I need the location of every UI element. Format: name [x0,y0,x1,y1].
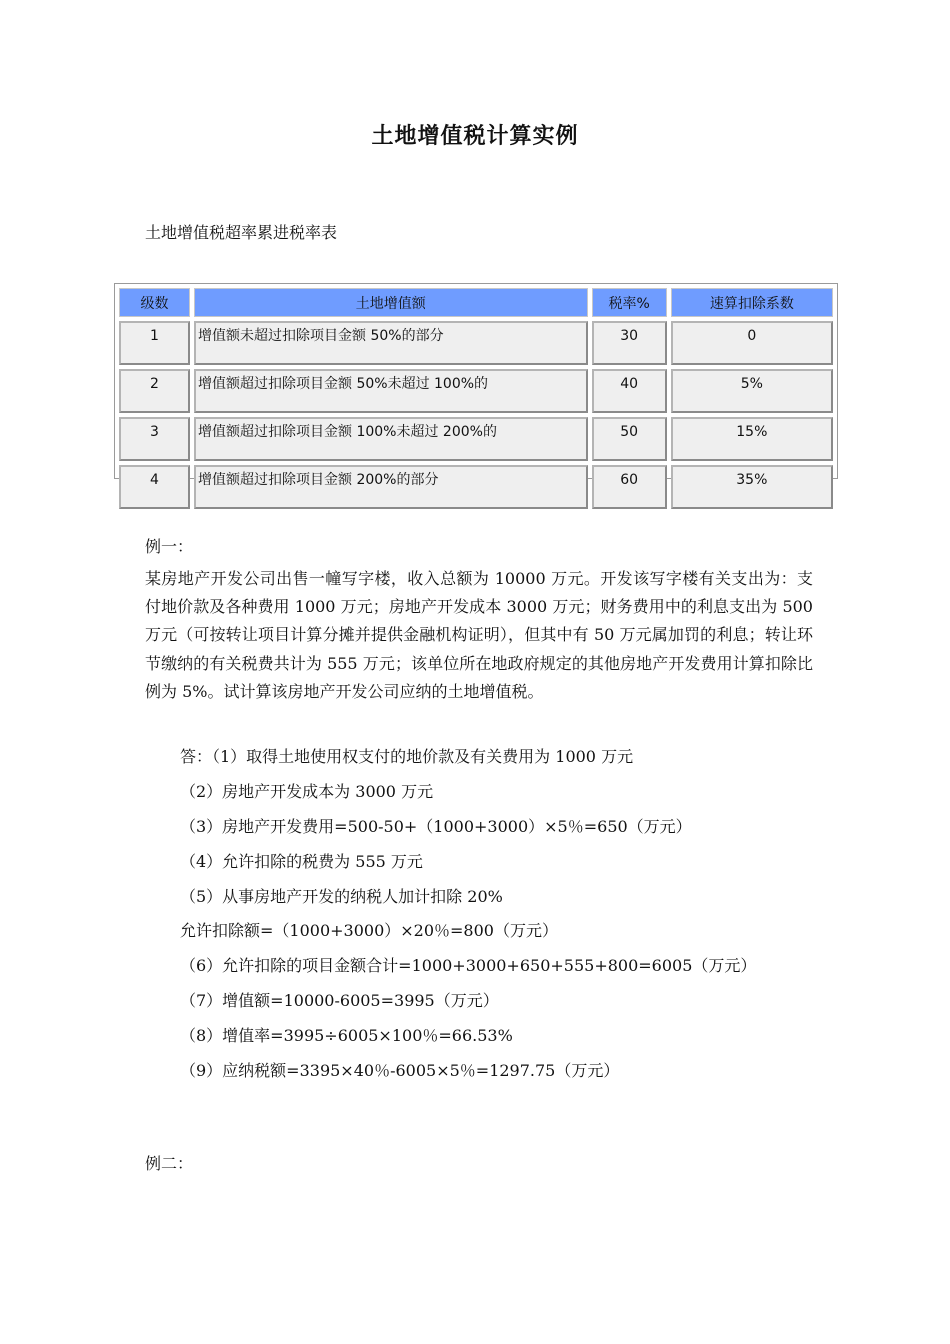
tax-rate-table [115,284,837,513]
cell-tax-rate: 40 [592,369,667,413]
example-one-label: 例一： [145,537,194,556]
answer-line: （3）房地产开发费用=500-50+（1000+3000）×5％=650（万元） [180,817,692,836]
table-header-row [119,288,833,317]
cell-increment-amount: 增值额超过扣除项目金额 200%的部分 [194,465,588,509]
cell-increment-amount: 增值额未超过扣除项目金额 50%的部分 [194,321,588,365]
answer-line: （5）从事房地产开发的纳税人加计扣除 20% [180,887,503,906]
answer-line: （6）允许扣除的项目金额合计=1000+3000+650+555+800=6005（万元） [180,956,757,975]
header-increment-amount: 土地增值额 [194,288,588,317]
answer-line: （7）增值额=10000-6005=3995（万元） [180,991,499,1010]
cell-tax-rate: 30 [592,321,667,365]
answer-line: 答：（1）取得土地使用权支付的地价款及有关费用为 1000 万元 [180,747,634,766]
cell-quick-deduction: 5% [671,369,833,413]
answer-line: （2）房地产开发成本为 3000 万元 [180,782,434,801]
cell-level: 1 [119,321,190,365]
example-one-problem-text: 某房地产开发公司出售一幢写字楼，收入总额为 10000 万元。开发该写字楼有关支出为：支付地价款及各种费用 1000 万元；房地产开发成本 3000 万元；财务费用中的利息支出为 500 万元（可按转让项目计算分摊并提供金融机构证明），但其中有 50 万元属加罚的利息；转让环节缴纳的有关税费共计为 555 万元；该单位所在地政府规定的其他房地产开发费用计算扣除比例为 5%。试计算该房地产开发公司应纳的土地增值税。 [145,569,813,701]
table-row [119,417,833,461]
table-row [119,369,833,413]
cell-level: 3 [119,417,190,461]
cell-level: 4 [119,465,190,509]
table-caption: 土地增值税超率累进税率表 [145,223,338,242]
answer-line: 允许扣除额=（1000+3000）×20％=800（万元） [180,921,558,940]
cell-quick-deduction: 35% [671,465,833,509]
page-title: 土地增值税计算实例 [371,124,579,149]
cell-increment-amount: 增值额超过扣除项目金额 50%未超过 100%的 [194,369,588,413]
cell-increment-amount: 增值额超过扣除项目金额 100%未超过 200%的 [194,417,588,461]
header-quick-deduction: 速算扣除系数 [671,288,833,317]
cell-tax-rate: 60 [592,465,667,509]
cell-tax-rate: 50 [592,417,667,461]
cell-quick-deduction: 0 [671,321,833,365]
table-row [119,321,833,365]
answer-line: （9）应纳税额=3395×40％-6005×5％=1297.75（万元） [180,1061,620,1080]
header-tax-rate: 税率% [592,288,667,317]
answer-line: （4）允许扣除的税费为 555 万元 [180,852,423,871]
example-two-label: 例二： [145,1154,194,1173]
table-row [119,465,833,509]
header-level: 级数 [119,288,190,317]
answer-line: （8）增值率=3995÷6005×100％=66.53% [180,1026,513,1045]
tax-rate-table-container [114,283,838,488]
cell-quick-deduction: 15% [671,417,833,461]
cell-level: 2 [119,369,190,413]
